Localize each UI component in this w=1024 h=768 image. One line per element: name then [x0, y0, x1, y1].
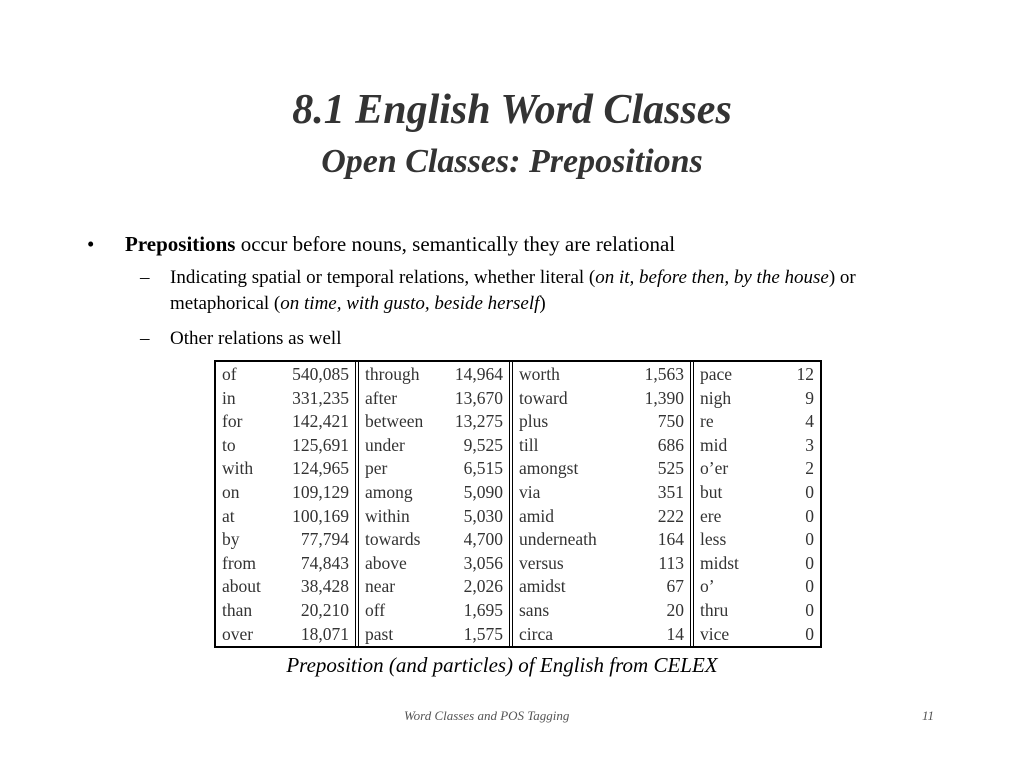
preposition-word: about [222, 576, 261, 597]
table-row [216, 599, 355, 623]
preposition-word: pace [700, 364, 733, 384]
table-row [216, 575, 355, 599]
table-row [694, 457, 820, 481]
preposition-word: thru [700, 599, 729, 620]
subbullet-text-a: Indicating spatial or temporal relations, whether literal ( [170, 267, 596, 288]
preposition-count: 0 [805, 552, 814, 573]
table-row [359, 481, 509, 505]
table-row [359, 528, 509, 552]
preposition-word: among [365, 481, 413, 502]
bullet-icon: • [87, 232, 95, 256]
preposition-count: 13,275 [454, 411, 503, 432]
preposition-word: under [365, 434, 405, 455]
table-column [216, 362, 355, 646]
table-row [216, 434, 355, 458]
preposition-count: 38,428 [300, 576, 349, 597]
table-row [513, 363, 690, 387]
table-row [359, 623, 509, 647]
subbullet-text [170, 265, 910, 317]
preposition-word: less [700, 529, 727, 550]
preposition-count: 9,525 [463, 434, 503, 455]
preposition-word: plus [519, 411, 549, 432]
table-row [513, 410, 690, 434]
preposition-word: amid [519, 505, 554, 526]
table-row [359, 575, 509, 599]
subbullet-text: Other relations as well [170, 328, 342, 349]
subbullet-text-e: ) [539, 293, 546, 314]
table-row [694, 410, 820, 434]
preposition-word: above [365, 552, 407, 573]
table-row [216, 387, 355, 411]
page-number: 11 [922, 708, 935, 723]
table-row [513, 387, 690, 411]
preposition-word: vice [700, 623, 730, 644]
preposition-count: 13,670 [454, 387, 503, 408]
table-row [694, 434, 820, 458]
table-row [694, 623, 820, 647]
preposition-count: 142,421 [292, 411, 349, 432]
preposition-count: 113 [658, 552, 684, 573]
preposition-word: after [365, 387, 398, 408]
preposition-word: but [700, 481, 723, 502]
preposition-count: 125,691 [292, 434, 349, 455]
table-row [359, 410, 509, 434]
preposition-count: 0 [805, 576, 814, 597]
table-row [513, 457, 690, 481]
dash-icon: – [140, 267, 150, 288]
preposition-count: 3,056 [463, 552, 503, 573]
preposition-word: o’er [700, 458, 729, 479]
preposition-count: 3 [805, 434, 814, 455]
bullet-rest: occur before nouns, semantically they are relational [235, 232, 676, 256]
slide-title: 8.1 English Word Classes [292, 87, 732, 133]
preposition-count: 1,390 [644, 387, 684, 408]
dash-icon: – [140, 328, 150, 349]
table-row [513, 434, 690, 458]
preposition-count: 20,210 [300, 599, 349, 620]
preposition-word: circa [519, 623, 553, 644]
preposition-word: toward [519, 387, 568, 408]
preposition-word: re [700, 411, 714, 432]
preposition-count: 4,700 [463, 529, 503, 550]
preposition-count: 1,563 [644, 364, 684, 384]
table-row [216, 505, 355, 529]
table-row [216, 410, 355, 434]
table-row [694, 552, 820, 576]
preposition-count: 100,169 [292, 505, 349, 526]
preposition-count: 0 [805, 529, 814, 550]
preposition-word: via [519, 481, 541, 502]
preposition-count: 686 [657, 434, 684, 455]
preposition-count: 0 [805, 505, 814, 526]
preposition-count: 525 [657, 458, 684, 479]
preposition-count: 109,129 [292, 481, 349, 502]
preposition-count: 5,090 [463, 481, 503, 502]
preposition-word: mid [700, 434, 728, 455]
table-row [694, 363, 820, 387]
preposition-word: versus [519, 552, 564, 573]
preposition-count: 14,964 [454, 364, 503, 384]
bullet-text [125, 230, 675, 258]
slide-subtitle: Open Classes: Prepositions [321, 143, 703, 180]
preposition-word: of [222, 364, 237, 384]
preposition-word: between [365, 411, 424, 432]
table-row [216, 623, 355, 647]
preposition-word: o’ [700, 576, 715, 597]
table-row [694, 481, 820, 505]
preposition-word: from [222, 552, 257, 573]
preposition-word: through [365, 364, 420, 384]
subbullet-text-c: ) or metaphorical ( [170, 267, 856, 314]
preposition-word: at [222, 505, 235, 526]
preposition-word: in [222, 387, 236, 408]
table-row [694, 575, 820, 599]
table-row [216, 552, 355, 576]
preposition-count: 2,026 [463, 576, 503, 597]
table-row [359, 363, 509, 387]
table-row [216, 481, 355, 505]
preposition-count: 1,575 [463, 623, 503, 644]
table-row [513, 528, 690, 552]
preposition-word: with [222, 458, 254, 479]
preposition-count: 18,071 [300, 623, 349, 644]
table-row [513, 623, 690, 647]
preposition-count: 124,965 [292, 458, 349, 479]
preposition-count: 331,235 [292, 387, 349, 408]
preposition-count: 0 [805, 599, 814, 620]
preposition-word: for [222, 411, 243, 432]
preposition-word: sans [519, 599, 550, 620]
preposition-word: on [222, 481, 240, 502]
table-row [513, 575, 690, 599]
preposition-word: ere [700, 505, 722, 526]
preposition-word: midst [700, 552, 739, 573]
preposition-word: near [365, 576, 396, 597]
preposition-word: per [365, 458, 388, 479]
preposition-word: amidst [519, 576, 566, 597]
preposition-count: 0 [805, 623, 814, 644]
table-row [694, 599, 820, 623]
table-row [513, 552, 690, 576]
literal-examples: on it, before then, by the house [595, 267, 829, 288]
preposition-count: 222 [657, 505, 684, 526]
preposition-count: 1,695 [463, 599, 503, 620]
footer-title: Word Classes and POS Tagging [404, 708, 570, 723]
table-caption: Preposition (and particles) of English from CELEX [286, 653, 718, 677]
table-row [513, 505, 690, 529]
preposition-word: underneath [519, 529, 597, 550]
preposition-word: by [222, 529, 240, 550]
metaphorical-examples: on time, with gusto, beside herself [280, 293, 540, 314]
preposition-count: 6,515 [463, 458, 503, 479]
table-row [359, 505, 509, 529]
preposition-word: than [222, 599, 253, 620]
preposition-count: 67 [666, 576, 684, 597]
table-column [690, 362, 820, 646]
preposition-count: 12 [796, 364, 814, 384]
preposition-word: nigh [700, 387, 732, 408]
table-row [216, 363, 355, 387]
preposition-count: 540,085 [292, 364, 349, 384]
preposition-count: 14 [666, 623, 684, 644]
table-row [359, 599, 509, 623]
preposition-word: towards [365, 529, 421, 550]
table-row [694, 387, 820, 411]
preposition-count: 74,843 [300, 552, 349, 573]
preposition-count: 750 [657, 411, 684, 432]
table-row [216, 457, 355, 481]
preposition-count: 0 [805, 481, 814, 502]
preposition-word: over [222, 623, 254, 644]
preposition-word: to [222, 434, 236, 455]
table-row [216, 528, 355, 552]
table-row [359, 457, 509, 481]
table-row [513, 481, 690, 505]
table-row [359, 552, 509, 576]
preposition-frequency-table [214, 360, 822, 648]
preposition-count: 164 [657, 529, 684, 550]
preposition-word: worth [519, 364, 560, 384]
table-row [694, 528, 820, 552]
preposition-count: 9 [805, 387, 814, 408]
preposition-word: off [365, 599, 386, 620]
preposition-word: amongst [519, 458, 579, 479]
preposition-count: 351 [657, 481, 684, 502]
table-row [513, 599, 690, 623]
table-row [694, 505, 820, 529]
table-row [359, 434, 509, 458]
bullet-bold-term: Prepositions [125, 232, 236, 256]
table-row [359, 387, 509, 411]
preposition-word: past [365, 623, 394, 644]
preposition-count: 4 [805, 411, 814, 432]
table-column [509, 362, 690, 646]
preposition-count: 20 [666, 599, 684, 620]
preposition-word: till [519, 434, 539, 455]
preposition-word: within [365, 505, 410, 526]
preposition-count: 5,030 [463, 505, 503, 526]
table-column [355, 362, 509, 646]
preposition-count: 77,794 [300, 529, 349, 550]
preposition-count: 2 [805, 458, 814, 479]
